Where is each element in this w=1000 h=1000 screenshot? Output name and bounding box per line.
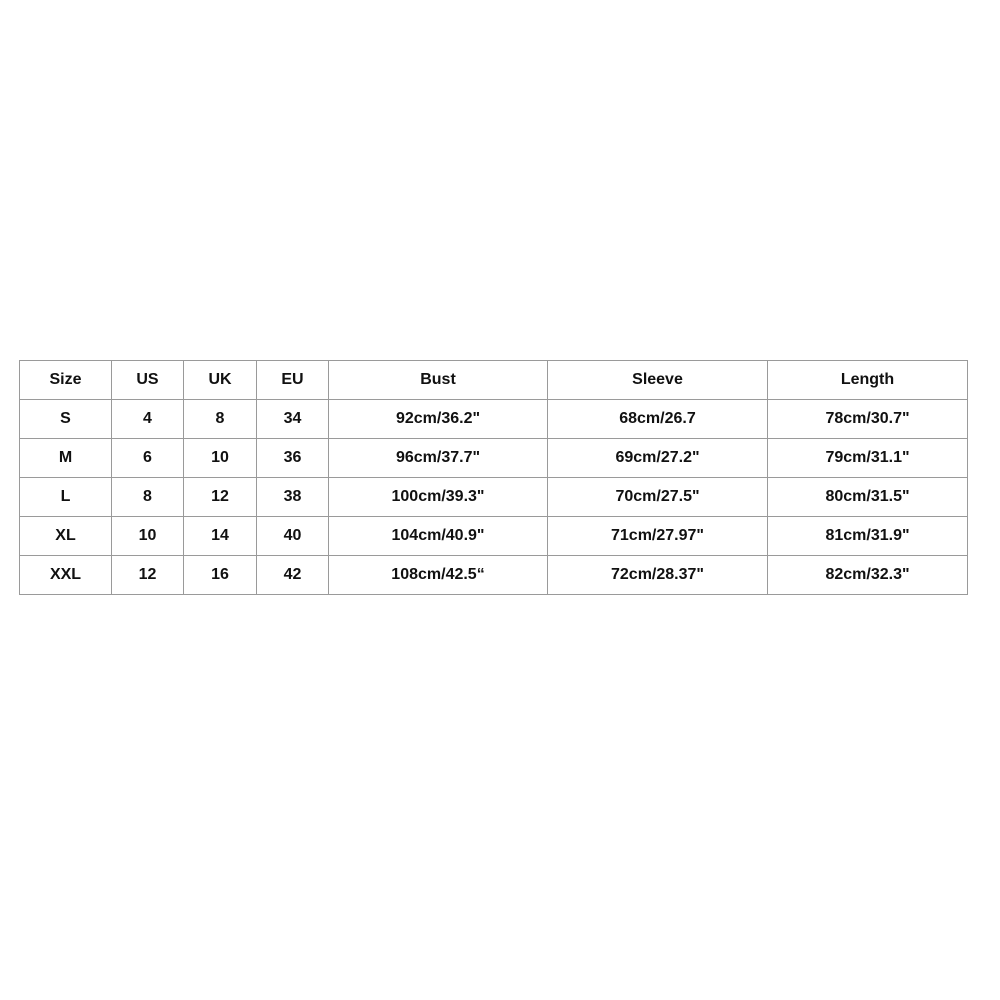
cell-length: 81cm/31.9": [768, 517, 968, 556]
cell-sleeve: 69cm/27.2": [548, 439, 768, 478]
cell-us: 10: [112, 517, 184, 556]
cell-us: 12: [112, 556, 184, 595]
cell-size: L: [20, 478, 112, 517]
cell-eu: 40: [257, 517, 329, 556]
cell-size: XXL: [20, 556, 112, 595]
cell-uk: 10: [184, 439, 257, 478]
cell-size: XL: [20, 517, 112, 556]
table-row: [20, 439, 968, 478]
cell-uk: 14: [184, 517, 257, 556]
cell-uk: 12: [184, 478, 257, 517]
header-eu: EU: [257, 361, 329, 400]
cell-size: M: [20, 439, 112, 478]
cell-eu: 34: [257, 400, 329, 439]
table-row: [20, 478, 968, 517]
cell-sleeve: 71cm/27.97": [548, 517, 768, 556]
cell-us: 4: [112, 400, 184, 439]
cell-length: 78cm/30.7": [768, 400, 968, 439]
cell-bust: 100cm/39.3": [329, 478, 548, 517]
header-bust: Bust: [329, 361, 548, 400]
cell-bust: 108cm/42.5“: [329, 556, 548, 595]
header-uk: UK: [184, 361, 257, 400]
header-us: US: [112, 361, 184, 400]
header-sleeve: Sleeve: [548, 361, 768, 400]
table-row: [20, 517, 968, 556]
cell-bust: 104cm/40.9": [329, 517, 548, 556]
cell-eu: 36: [257, 439, 329, 478]
table-row: [20, 400, 968, 439]
size-chart-table: [19, 360, 968, 595]
cell-uk: 16: [184, 556, 257, 595]
table-header-row: [20, 361, 968, 400]
cell-sleeve: 72cm/28.37": [548, 556, 768, 595]
cell-sleeve: 70cm/27.5": [548, 478, 768, 517]
cell-us: 8: [112, 478, 184, 517]
header-length: Length: [768, 361, 968, 400]
header-size: Size: [20, 361, 112, 400]
cell-length: 79cm/31.1": [768, 439, 968, 478]
cell-length: 80cm/31.5": [768, 478, 968, 517]
cell-length: 82cm/32.3": [768, 556, 968, 595]
cell-size: S: [20, 400, 112, 439]
cell-uk: 8: [184, 400, 257, 439]
cell-us: 6: [112, 439, 184, 478]
cell-bust: 96cm/37.7": [329, 439, 548, 478]
cell-sleeve: 68cm/26.7: [548, 400, 768, 439]
cell-bust: 92cm/36.2": [329, 400, 548, 439]
cell-eu: 38: [257, 478, 329, 517]
table-row: [20, 556, 968, 595]
cell-eu: 42: [257, 556, 329, 595]
